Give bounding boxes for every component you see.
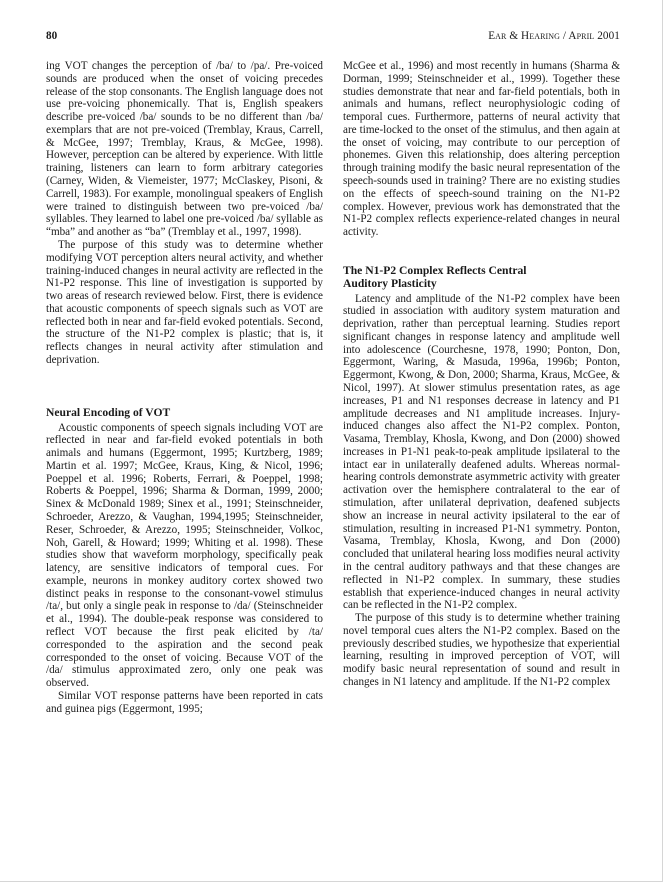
paragraph: ing VOT changes the perception of /ba/ to /pa/. Pre-voiced sounds are produced when the onset of voicing precedes release of the stop consonants. The English language does not use pre-voicing phonemically. That is, English speakers describe pre-voiced /ba/ sounds to be no different than /ba/ exemplars that are not pre-voiced (Tremblay, Kraus, Carrell, & McGee, 1997; Tremblay, Kraus, & McGee, 1998). However, perception can be altered by experience. With little training, listeners can learn to form arbitrary categories (Carney, Widen, & Viemeister, 1977; McClaskey, Pisoni, & Carrell, 1983). For example, monolingual speakers of English were trained to distinguish between two pre-voiced /ba/ syllables. They learned to label one pre-voiced /ba/ syllable as “mba” and another as “ba” (Tremblay et al., 1997, 1998). [46, 60, 323, 239]
paragraph: The purpose of this study was to determine whether modifying VOT perception alters neural activity, and whether training-induced changes in neural activity are reflected in the N1-P2 response. This line of investigation is supported by two areas of research reviewed below. First, there is evidence that acoustic components of speech signals such as VOT are reflected both in near and far-field evoked potentials. Second, the structure of the N1-P2 complex is plastic; that is, it reflects changes in neural activity after stimulation and deprivation. [46, 238, 323, 366]
paragraph: McGee et al., 1996) and most recently in humans (Sharma & Dorman, 1999; Steinschneider et al., 1999). Together these studies demonstrate that near and far-field potentials, both in animals and humans, reflect neurophysiologic coding of temporal cues. Furthermore, patterns of neural activity that are time-locked to the onset of the stimulus, and then again at the onset of voicing, may contribute to our perception of phonemes. Given this relationship, does altering perception through training modify the basic neural representation of the speech-sounds used in training? There are no existing studies on the effects of speech-sound training on the N1-P2 complex. However, previous work has demonstrated that the N1-P2 complex reflects experience-related changes in neural activity. [343, 60, 620, 239]
paragraph: Similar VOT response patterns have been reported in cats and guinea pigs (Eggermont, 1995; [46, 689, 323, 715]
heading-line: Auditory Plasticity [343, 276, 437, 290]
right-column [343, 60, 620, 689]
left-column [46, 60, 323, 716]
section-heading-neural-encoding: Neural Encoding of VOT [46, 405, 171, 419]
paragraph: Latency and amplitude of the N1-P2 complex have been studied in association with auditory system maturation and deprivation, rather than perceptual learning. Studies report significant changes in response latency and amplitude well into adolescence (Courchesne, 1978, 1990; Ponton, Don, Eggermont, Waring, & Masuda, 1996a, 1996b; Ponton, Eggermont, Kwong, & Don, 2000; Sharma, Kraus, McGee, & Nicol, 1997). At slower stimulus presentation rates, as age increases, P1 and N1 responses decrease in latency and P1 amplitude decreases and N1 amplitude increases. Injury-induced changes also affect the N1-P2 complex. Ponton, Vasama, Tremblay, Khosla, Kwong, and Don (2000) showed increases in P1-N1 peak-to-peak amplitude ipsilateral to the intact ear in unilaterally deafened adults. Whereas normal-hearing controls demonstrate asymmetric activity with greater activation over the hemisphere contralateral to the ear of stimulation, after unilateral deprivation, deafened subjects show an increase in neural activity ipsilateral to the ear of stimulation, resulting in increased P1-N1 symmetry. Ponton, Vasama, Tremblay, Khosla, Kwong, and Don (2000) concluded that unilateral hearing loss modifies neural activity in the central auditory pathways and that these changes are reflected in N1-P2 complex. In summary, these studies establish that experience-induced changes in neural activity can be reflected in the N1-P2 complex. [343, 292, 620, 612]
section-heading-n1p2-plasticity [343, 265, 620, 291]
running-head [46, 30, 620, 44]
paragraph: Acoustic components of speech signals including VOT are reflected in near and far-field evoked potentials in both animals and humans (Eggermont, 1995; Kurtzberg, 1989; Martin et al. 1997; McGee, Kraus, King, & Nicol, 1996; Poeppel et al. 1996; Roberts, Ferrari, & Poeppel, 1998; Roberts & Poeppel, 1996; Sharma & Dorman, 1999, 2000; Sinex & McDonald 1989; Sinex et al., 1991; Steinschneider, Schroeder, Arezzo, & Vaughan, 1994,1995; Steinschneider, Reser, Schroeder, & Arezzo, 1995; Steinschneider, Volkoc, Noh, Garell, & Howard; 1999; Whiting et al. 1998). These studies show that waveform morphology, specifically peak latency, are sensitive indicators of temporal cues. For example, neurons in monkey auditory cortex showed two distinct peaks in response to the consonant-vowel stimulus /ta/, but only a single peak in response to /da/ (Steinschneider et al., 1994). The double-peak response was considered to reflect VOT because the first peak elicited by /ta/ corresponded to the aspiration and the second peak corresponded to the onset of voicing. Because VOT of the /da/ stimulus approximated zero, only one peak was observed. [46, 421, 323, 690]
heading-line: The N1-P2 Complex Reflects Central [343, 263, 527, 277]
section-gap [343, 239, 620, 265]
journal-title: Ear & Hearing / April 2001 [488, 30, 620, 42]
section-gap [46, 367, 323, 407]
paragraph: The purpose of this study is to determine whether training novel temporal cues alters the N1-P2 complex. Based on the previously described studies, we hypothesize that experiential learning, resulting in improved perception of VOT, will modify basic neural representation of sound and result in changes in N1 latency and amplitude. If the N1-P2 complex [343, 612, 620, 688]
page-number: 80 [46, 30, 58, 42]
